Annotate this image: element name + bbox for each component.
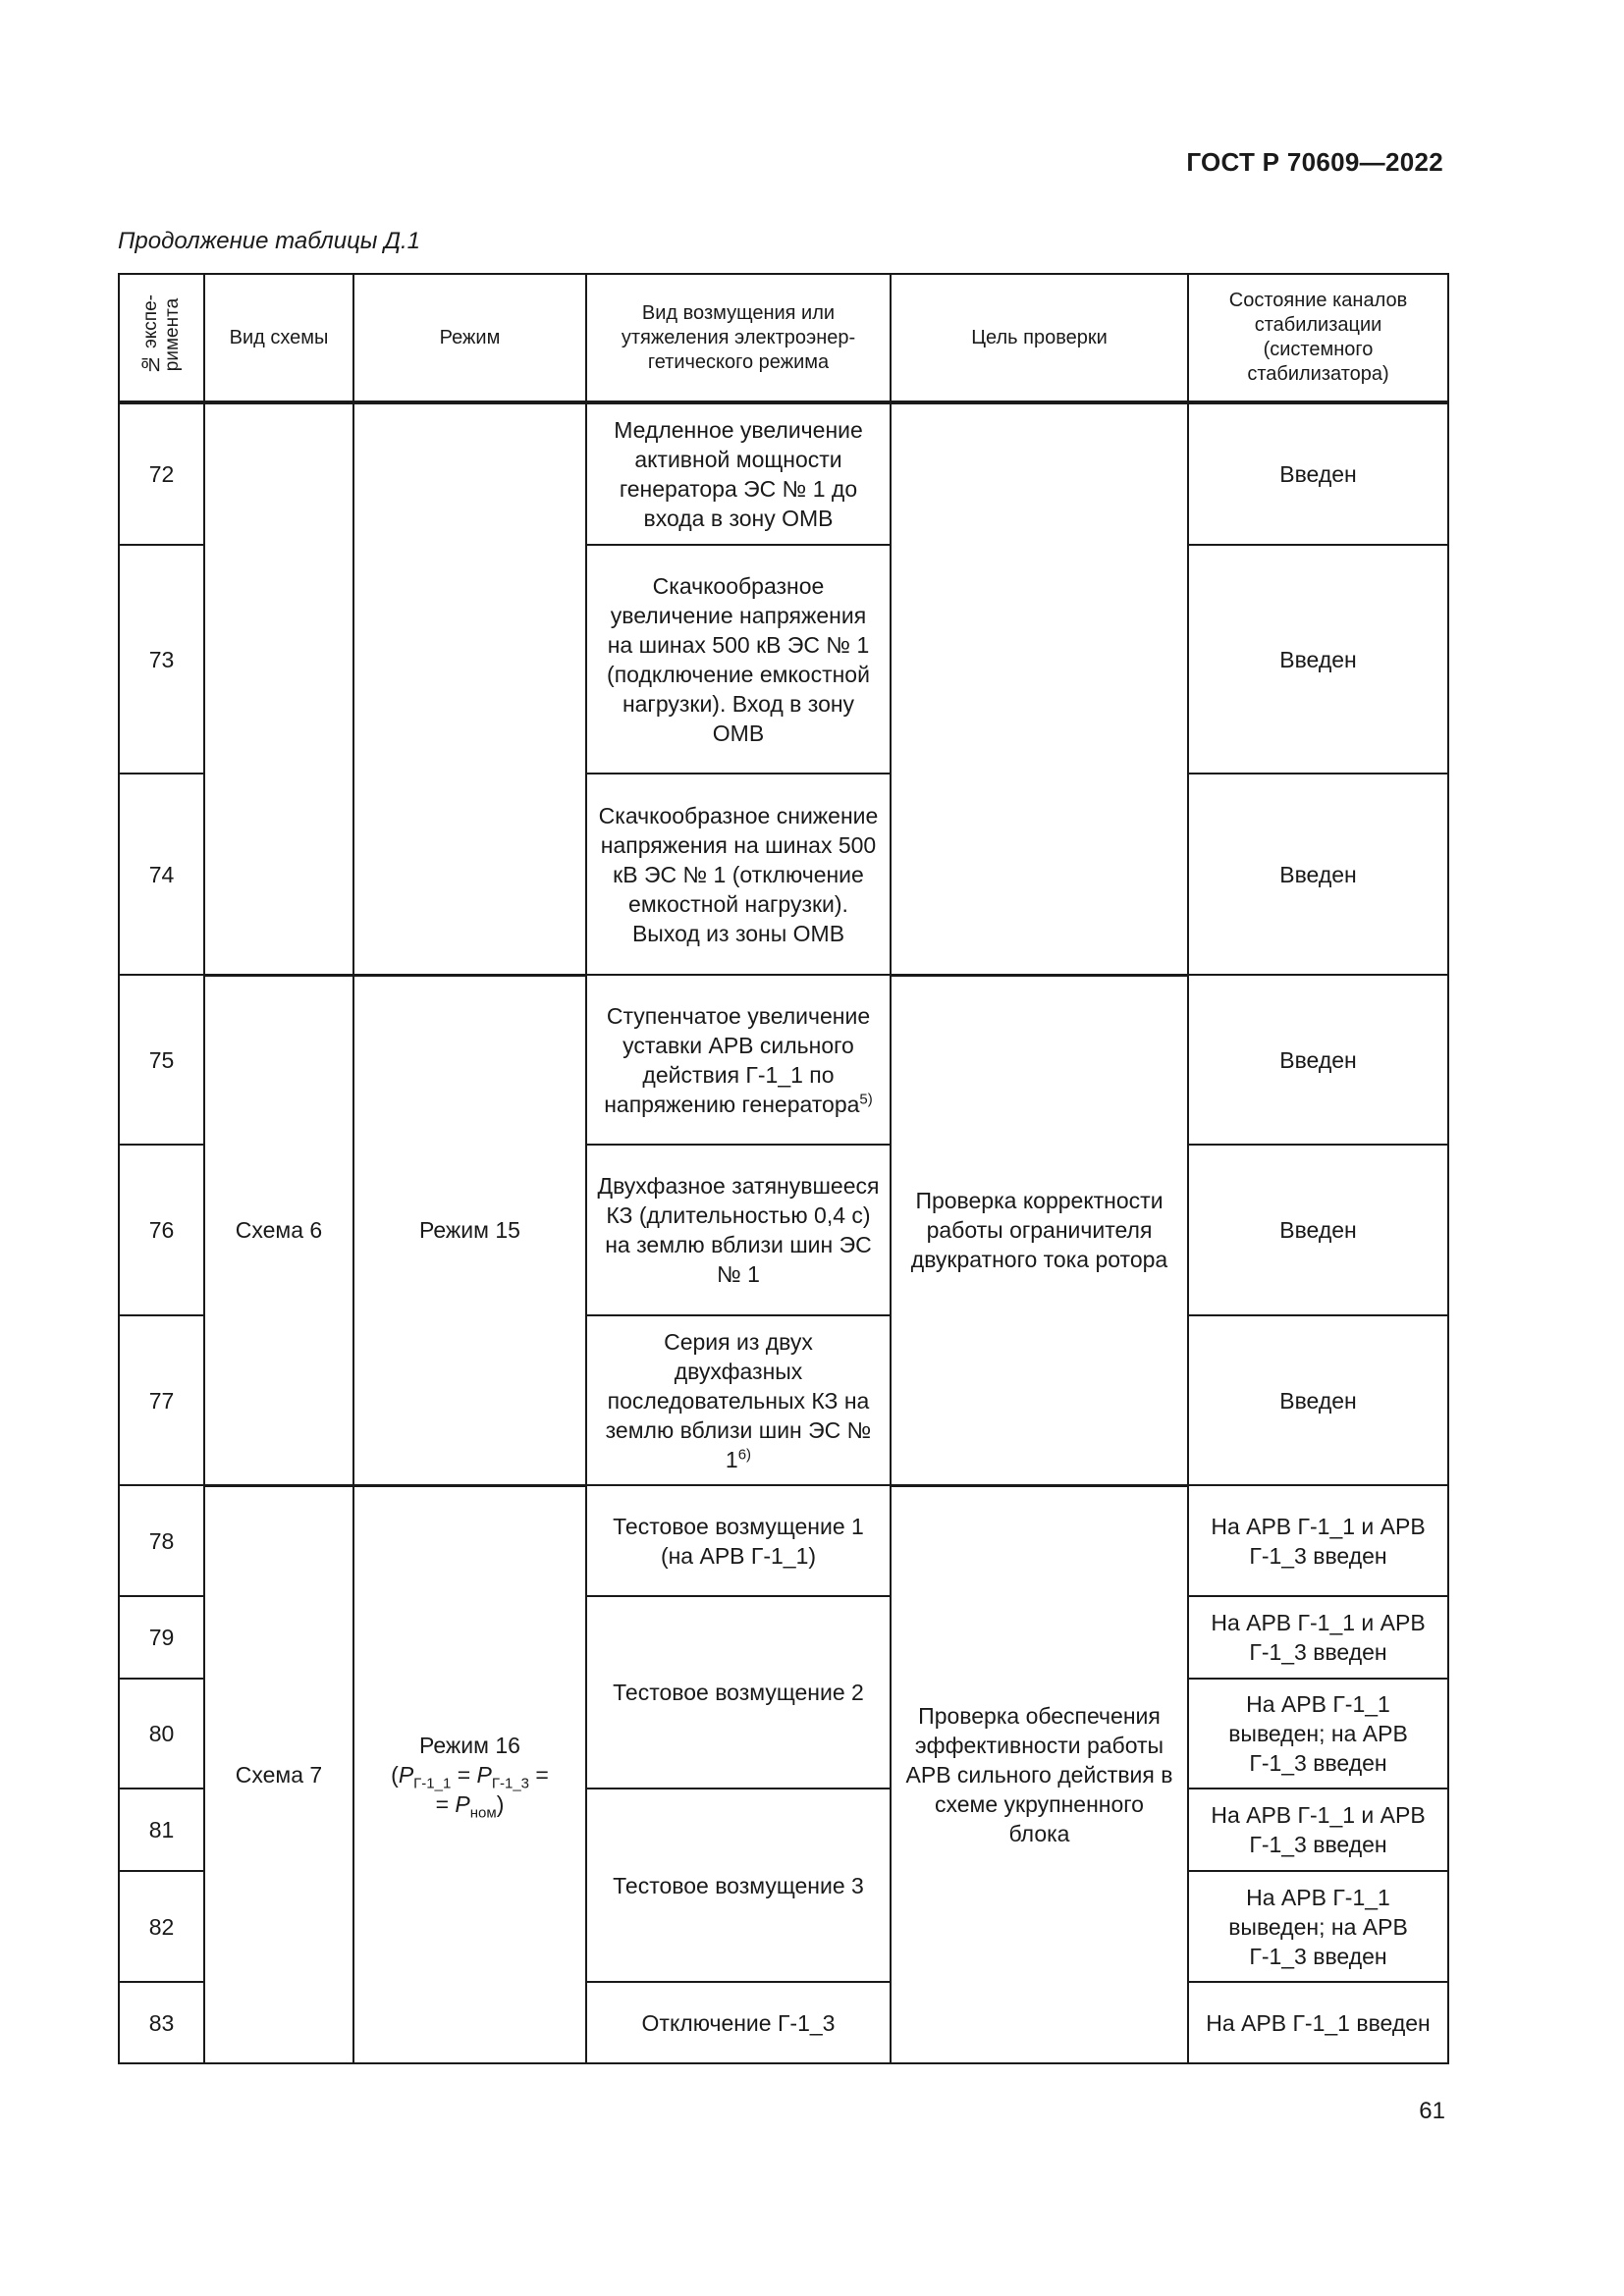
cell-state: На АРВ Г-1_1 и АРВ Г-1_3 введен	[1188, 1485, 1448, 1596]
document-code: ГОСТ Р 70609—2022	[1186, 147, 1443, 177]
cell-disturbance: Тестовое возмущение 3	[586, 1789, 891, 1982]
cell-state: На АРВ Г-1_1 и АРВ Г-1_3 введен	[1188, 1789, 1448, 1871]
mode-formula-sub3: ном	[469, 1804, 497, 1822]
cell-disturbance	[586, 975, 891, 1145]
cell-number: 77	[119, 1315, 204, 1485]
cell-number: 76	[119, 1145, 204, 1315]
mode-formula-line3: =	[435, 1790, 456, 1817]
experiments-table	[118, 273, 1449, 2064]
cell-number: 78	[119, 1485, 204, 1596]
cell-number: 72	[119, 402, 204, 545]
col-header-mode: Режим	[353, 274, 586, 402]
cell-number: 73	[119, 545, 204, 774]
cell-state: Введен	[1188, 1145, 1448, 1315]
cell-disturbance: Двухфазное затянувшееся КЗ (длительностью 0,4 с) на землю вблизи шин ЭС № 1	[586, 1145, 891, 1315]
table-header-row	[119, 274, 1448, 402]
mode-formula-p1: P	[398, 1761, 414, 1788]
mode-formula-eq: =	[451, 1761, 477, 1788]
cell-number: 74	[119, 774, 204, 975]
mode-line1: Режим 16	[419, 1732, 520, 1758]
col-header-state: Состояние каналов стабилизации (системного стабилизатора)	[1188, 274, 1448, 402]
col-header-number-text: № экспе- римента	[139, 294, 183, 375]
page-number: 61	[1419, 2098, 1445, 2124]
mode-formula-sub2: Г-1_3	[491, 1775, 530, 1792]
cell-goal-empty	[891, 402, 1188, 975]
cell-state: На АРВ Г-1_1 выведен; на АРВ Г-1_3 введен	[1188, 1679, 1448, 1789]
cell-state: На АРВ Г-1_1 и АРВ Г-1_3 введен	[1188, 1596, 1448, 1679]
col-header-goal: Цель проверки	[891, 274, 1188, 402]
cell-goal: Проверка корректности работы ограничителя двукратного тока ротора	[891, 975, 1188, 1485]
cell-number: 75	[119, 975, 204, 1145]
cell-disturbance: Медленное увеличение активной мощности генератора ЭС № 1 до входа в зону ОМВ	[586, 402, 891, 545]
cell-mode-empty	[353, 402, 586, 975]
cell-disturbance	[586, 1315, 891, 1485]
cell-state: Введен	[1188, 774, 1448, 975]
cell-scheme: Схема 6	[204, 975, 353, 1485]
cell-state: Введен	[1188, 975, 1448, 1145]
cell-number: 82	[119, 1871, 204, 1982]
cell-state: На АРВ Г-1_1 введен	[1188, 1982, 1448, 2063]
disturbance-text: Ступенчатое увеличение уставки АРВ сильного действия Г-1_1 по напряжению генератора	[604, 1002, 871, 1117]
col-header-scheme: Вид схемы	[204, 274, 353, 402]
cell-number: 81	[119, 1789, 204, 1871]
table-row	[119, 975, 1448, 1145]
mode-formula-p2: P	[476, 1761, 492, 1788]
mode-formula-open: (	[391, 1761, 399, 1788]
footnote-ref: 5)	[859, 1090, 873, 1107]
cell-number: 83	[119, 1982, 204, 2063]
disturbance-text: Серия из двух двухфазных последовательных КЗ на землю вблизи шин ЭС № 1	[605, 1328, 872, 1472]
cell-state: На АРВ Г-1_1 выведен; на АРВ Г-1_3 введен	[1188, 1871, 1448, 1982]
col-header-disturbance: Вид возмущения или утяжеления электроэнер-гетического режима	[586, 274, 891, 402]
mode-formula-eq2: =	[529, 1761, 549, 1788]
footnote-ref: 6)	[737, 1445, 752, 1463]
cell-number: 79	[119, 1596, 204, 1679]
cell-state: Введен	[1188, 545, 1448, 774]
cell-disturbance: Скачкообразное увеличение напряжения на шинах 500 кВ ЭС № 1 (подключение емкостной нагрузки). Вход в зону ОМВ	[586, 545, 891, 774]
cell-scheme-empty	[204, 402, 353, 975]
cell-state: Введен	[1188, 1315, 1448, 1485]
cell-mode: Режим 15	[353, 975, 586, 1485]
cell-disturbance: Отключение Г-1_3	[586, 1982, 891, 2063]
col-header-number	[119, 274, 204, 402]
cell-goal: Проверка обеспечения эффективности работы АРВ сильного действия в схеме укрупненного блока	[891, 1485, 1188, 2063]
cell-disturbance: Тестовое возмущение 1 (на АРВ Г-1_1)	[586, 1485, 891, 1596]
mode-formula-close: )	[496, 1790, 505, 1817]
cell-disturbance: Тестовое возмущение 2	[586, 1596, 891, 1789]
mode-formula-p3: P	[455, 1790, 470, 1817]
cell-disturbance: Скачкообразное снижение напряжения на шинах 500 кВ ЭС № 1 (отключение емкостной нагрузки). Выход из зоны ОМВ	[586, 774, 891, 975]
cell-mode	[353, 1485, 586, 2063]
table-row	[119, 1485, 1448, 1596]
cell-state: Введен	[1188, 402, 1448, 545]
table-row	[119, 402, 1448, 545]
cell-number: 80	[119, 1679, 204, 1789]
table-continuation-caption: Продолжение таблицы Д.1	[118, 228, 421, 254]
cell-scheme: Схема 7	[204, 1485, 353, 2063]
mode-formula-sub1: Г-1_1	[413, 1775, 452, 1792]
